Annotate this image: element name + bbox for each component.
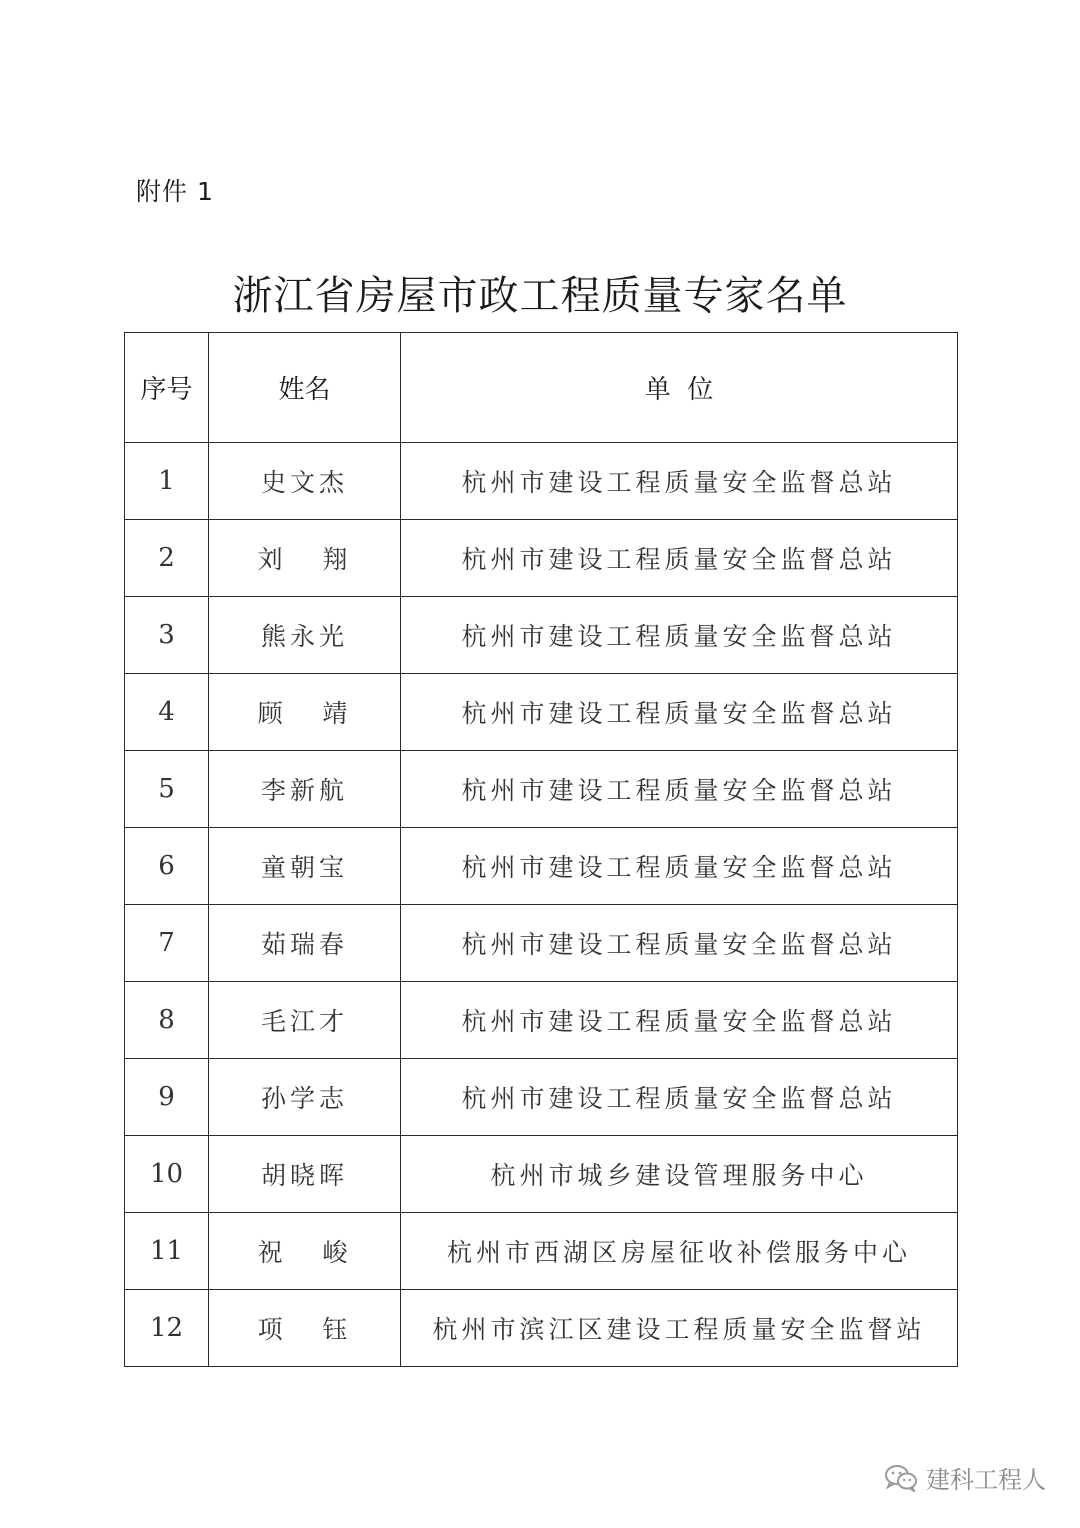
row-unit: 杭州市建设工程质量安全监督总站 [401,982,958,1059]
row-unit: 杭州市城乡建设管理服务中心 [401,1136,958,1213]
table-row [125,1059,958,1136]
table-row [125,1213,958,1290]
table-row [125,597,958,674]
row-name [209,443,401,520]
row-index: 2 [125,520,209,597]
row-index: 1 [125,443,209,520]
row-name-text: 童朝宝 [260,853,348,882]
row-name [209,1059,401,1136]
header-name: 姓名 [209,333,401,443]
row-name-text: 熊永光 [260,622,348,651]
row-name-text: 毛江才 [260,1007,348,1036]
row-name-text: 顾 靖 [257,699,352,728]
row-index: 6 [125,828,209,905]
row-unit: 杭州市建设工程质量安全监督总站 [401,674,958,751]
row-name [209,674,401,751]
table-row [125,1290,958,1367]
expert-list-table [124,332,958,1367]
table-header-row [125,333,958,443]
wechat-icon [884,1464,918,1492]
row-name [209,828,401,905]
row-name-text: 孙学志 [260,1084,348,1113]
watermark [884,1460,1046,1495]
row-index: 12 [125,1290,209,1367]
row-name [209,905,401,982]
row-unit: 杭州市建设工程质量安全监督总站 [401,905,958,982]
table-row [125,905,958,982]
row-name-text: 项 钰 [257,1315,352,1344]
document-title: 浙江省房屋市政工程质量专家名单 [232,273,848,319]
row-name-text: 祝 峻 [257,1238,352,1267]
row-unit: 杭州市建设工程质量安全监督总站 [401,828,958,905]
attachment-label: 附件 1 [136,177,214,206]
row-unit: 杭州市西湖区房屋征收补偿服务中心 [401,1213,958,1290]
table-row [125,828,958,905]
row-index: 4 [125,674,209,751]
row-name-text: 史文杰 [260,468,348,497]
row-name-text: 胡晓晖 [260,1161,348,1190]
row-unit: 杭州市建设工程质量安全监督总站 [401,1059,958,1136]
header-unit-label: 单 位 [644,375,714,405]
table-row [125,1136,958,1213]
row-index: 11 [125,1213,209,1290]
row-unit: 杭州市建设工程质量安全监督总站 [401,751,958,828]
row-name [209,520,401,597]
row-index: 3 [125,597,209,674]
row-unit: 杭州市建设工程质量安全监督总站 [401,597,958,674]
row-index: 5 [125,751,209,828]
table-row [125,982,958,1059]
table-row [125,674,958,751]
row-index: 9 [125,1059,209,1136]
table-row [125,520,958,597]
row-name-text: 茹瑞春 [260,930,348,959]
table-row [125,443,958,520]
watermark-text: 建科工程人 [926,1466,1046,1494]
row-name [209,1136,401,1213]
row-unit: 杭州市建设工程质量安全监督总站 [401,520,958,597]
header-unit [401,333,958,443]
row-name-text: 李新航 [260,776,348,805]
row-name [209,751,401,828]
row-name [209,597,401,674]
header-index: 序号 [125,333,209,443]
row-name [209,982,401,1059]
row-name-text: 刘 翔 [257,545,352,574]
row-unit: 杭州市建设工程质量安全监督总站 [401,443,958,520]
row-index: 8 [125,982,209,1059]
row-name [209,1290,401,1367]
row-index: 7 [125,905,209,982]
row-unit: 杭州市滨江区建设工程质量安全监督站 [401,1290,958,1367]
table-row [125,751,958,828]
row-index: 10 [125,1136,209,1213]
row-name [209,1213,401,1290]
